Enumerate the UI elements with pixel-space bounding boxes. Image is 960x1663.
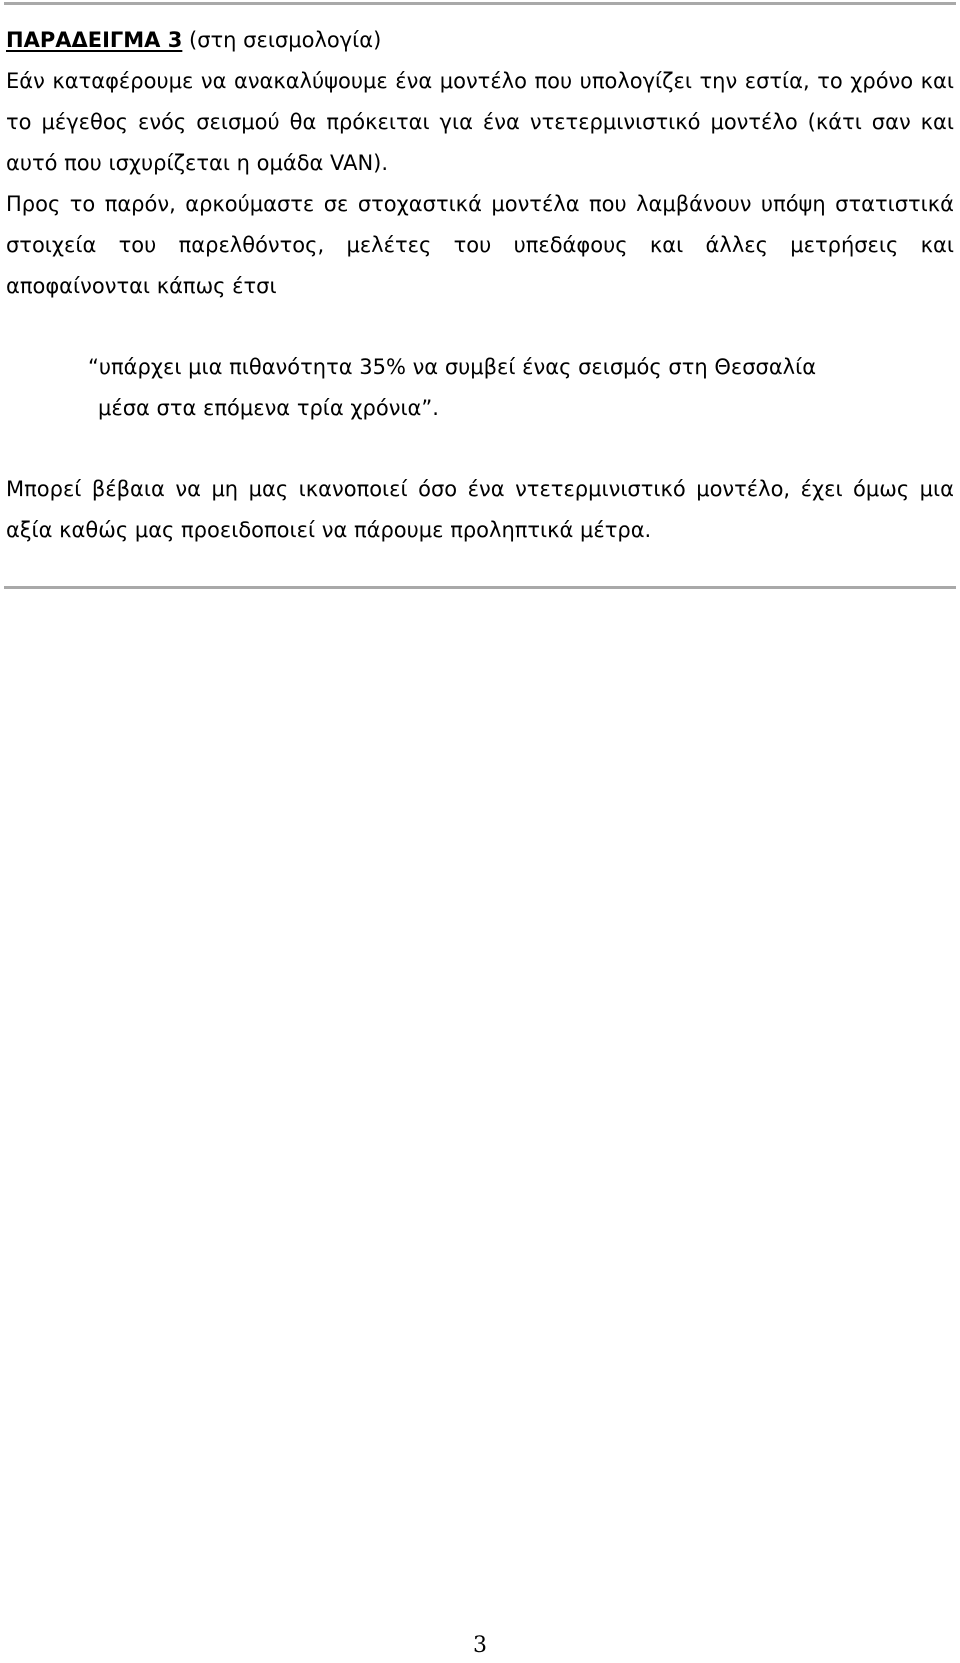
paragraph-conclusion: Μπορεί βέβαια να μη μας ικανοποιεί όσο ένα ντετερμινιστικό μοντέλο, έχει όμως μια αξία καθώς μας προειδοποιεί να πάρουμε προληπτικά μέτρα. <box>6 477 954 542</box>
bottom-rule <box>4 586 956 589</box>
example-subtitle: (στη σεισμολογία) <box>189 28 382 52</box>
example-heading <box>6 20 954 61</box>
paragraph-stochastic-models: Προς το παρόν, αρκούμαστε σε στοχαστικά μοντέλα που λαμβάνουν υπόψη στατιστικά στοιχεία του παρελθόντος, μελέτες του υπεδάφους και άλλες μετρήσεις και αποφαίνονται κάπως έτσι <box>6 192 954 298</box>
quote-line-1: “υπάρχει μια πιθανότητα 35% να συμβεί ένας σεισμός στη Θεσσαλία <box>88 355 817 379</box>
example-title: ΠΑΡΑΔΕΙΓΜΑ 3 <box>6 28 183 52</box>
document-body <box>6 20 954 551</box>
paragraph-deterministic-model: Εάν καταφέρουμε να ανακαλύψουμε ένα μοντέλο που υπολογίζει την εστία, το χρόνο και το μέγεθος ενός σεισμού θα πρόκειται για ένα ντετερμινιστικό μοντέλο (κάτι σαν και αυτό που ισχυρίζεται η ομάδα VAN). <box>6 69 954 175</box>
probability-quote <box>88 347 954 429</box>
page-number: 3 <box>473 1633 487 1658</box>
quote-line-2: μέσα στα επόμενα τρία χρόνια”. <box>98 396 439 420</box>
top-rule <box>4 2 956 5</box>
